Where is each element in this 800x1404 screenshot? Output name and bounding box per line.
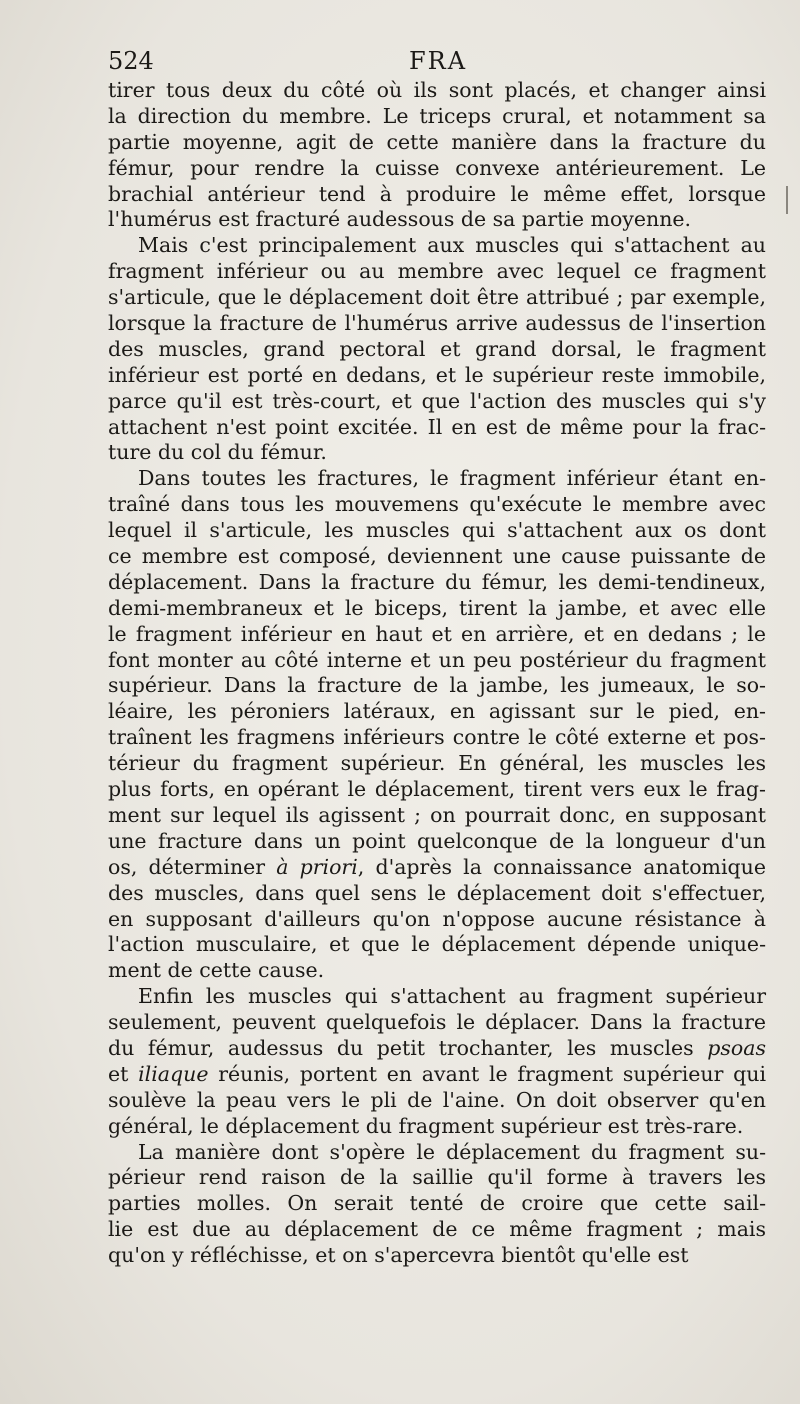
text-line: qu'on y réfléchisse, et on s'apercevra bientôt qu'elle est	[108, 1243, 689, 1268]
paragraph	[108, 466, 766, 984]
text-line: et iliaque réunis, portent en avant le fragment supérieur qui	[108, 1061, 767, 1086]
text-line: la direction du membre. Le triceps crural, et notamment sa	[108, 103, 766, 128]
italic-term: iliaque	[138, 1061, 209, 1086]
text-line: traîné dans tous les mouvemens qu'exécute le membre avec	[108, 492, 766, 517]
paragraph	[108, 984, 766, 1139]
text-line: des muscles, dans quel sens le déplacement doit s'effectuer,	[108, 880, 766, 905]
text-line: déplacement. Dans la fracture du fémur, les demi-tendineux,	[108, 569, 766, 594]
running-title: FRA	[408, 47, 468, 75]
text-line: s'articule, que le déplacement doit être attribué ; par exemple,	[108, 285, 766, 310]
italic-term: à priori	[276, 854, 358, 879]
text-line: partie moyenne, agit de cette manière dans la fracture du	[108, 129, 766, 154]
body-text	[108, 78, 766, 1269]
text-line: traînent les fragmens inférieurs contre le côté externe et pos-	[108, 725, 766, 750]
text-line: en supposant d'ailleurs qu'on n'oppose aucune résistance à	[108, 906, 766, 931]
text-line: du fémur, audessus du petit trochanter, les muscles psoas	[108, 1035, 766, 1060]
page-number: 524	[108, 47, 154, 75]
text-line: os, déterminer à priori, d'après la connaissance anatomique	[108, 854, 766, 879]
text-line: inférieur est porté en dedans, et le supérieur reste immobile,	[108, 362, 766, 387]
margin-mark	[786, 186, 788, 214]
text-line: léaire, les péroniers latéraux, en agissant sur le pied, en-	[108, 699, 766, 724]
text-line: brachial antérieur tend à produire le même effet, lorsque	[108, 181, 766, 206]
text-line: des muscles, grand pectoral et grand dorsal, le fragment	[108, 336, 766, 361]
text-line: font monter au côté interne et un peu postérieur du fragment	[108, 647, 766, 672]
text-line: parties molles. On serait tenté de croire que cette sail-	[108, 1191, 766, 1216]
text-line: ture du col du fémur.	[108, 440, 327, 465]
text-line: lequel il s'articule, les muscles qui s'attachent aux os dont	[108, 518, 766, 543]
paragraph	[108, 1140, 766, 1269]
italic-term: psoas	[707, 1035, 766, 1060]
text-line: ment de cette cause.	[108, 958, 325, 983]
text-line: une fracture dans un point quelconque de la longueur d'un	[108, 828, 766, 853]
text-line: parce qu'il est très-court, et que l'action des muscles qui s'y	[108, 388, 766, 413]
text-line: le fragment inférieur en haut et en arrière, et en dedans ; le	[108, 621, 766, 646]
text-line: général, le déplacement du fragment supérieur est très-rare.	[108, 1113, 744, 1138]
text-line: Enfin les muscles qui s'attachent au fragment supérieur	[138, 984, 766, 1009]
text-line: térieur du fragment supérieur. En général, les muscles les	[108, 751, 766, 776]
text-line: ment sur lequel ils agissent ; on pourrait donc, en supposant	[108, 802, 766, 827]
text-line: Dans toutes les fractures, le fragment inférieur étant en-	[138, 466, 766, 491]
paragraph	[108, 233, 766, 466]
text-line: attachent n'est point excitée. Il en est de même pour la frac-	[108, 414, 766, 439]
text-line: seulement, peuvent quelquefois le déplacer. Dans la fracture	[108, 1010, 766, 1035]
text-line: soulève la peau vers le pli de l'aine. On doit observer qu'en	[108, 1087, 766, 1112]
text-line: demi-membraneux et le biceps, tirent la jambe, et avec elle	[108, 595, 766, 620]
text-line: plus forts, en opérant le déplacement, tirent vers eux le frag-	[108, 777, 766, 802]
text-line: lie est due au déplacement de ce même fragment ; mais	[108, 1217, 766, 1242]
text-line: Mais c'est principalement aux muscles qui s'attachent au	[138, 233, 766, 258]
text-line: La manière dont s'opère le déplacement du fragment su-	[138, 1139, 766, 1164]
text-line: fragment inférieur ou au membre avec lequel ce fragment	[108, 259, 766, 284]
text-line: ce membre est composé, deviennent une cause puissante de	[108, 544, 766, 569]
text-line: périeur rend raison de la saillie qu'il forme à travers les	[108, 1165, 766, 1190]
text-line: l'action musculaire, et que le déplacement dépende unique-	[108, 932, 766, 957]
text-line: supérieur. Dans la fracture de la jambe, les jumeaux, le so-	[108, 673, 766, 698]
page-header	[108, 46, 768, 76]
paragraph	[108, 78, 766, 233]
text-line: lorsque la fracture de l'humérus arrive audessus de l'insertion	[108, 311, 766, 336]
text-line: l'humérus est fracturé audessous de sa partie moyenne.	[108, 207, 692, 232]
text-line: tirer tous deux du côté où ils sont placés, et changer ainsi	[108, 78, 766, 102]
text-line: fémur, pour rendre la cuisse convexe antérieurement. Le	[108, 155, 766, 180]
